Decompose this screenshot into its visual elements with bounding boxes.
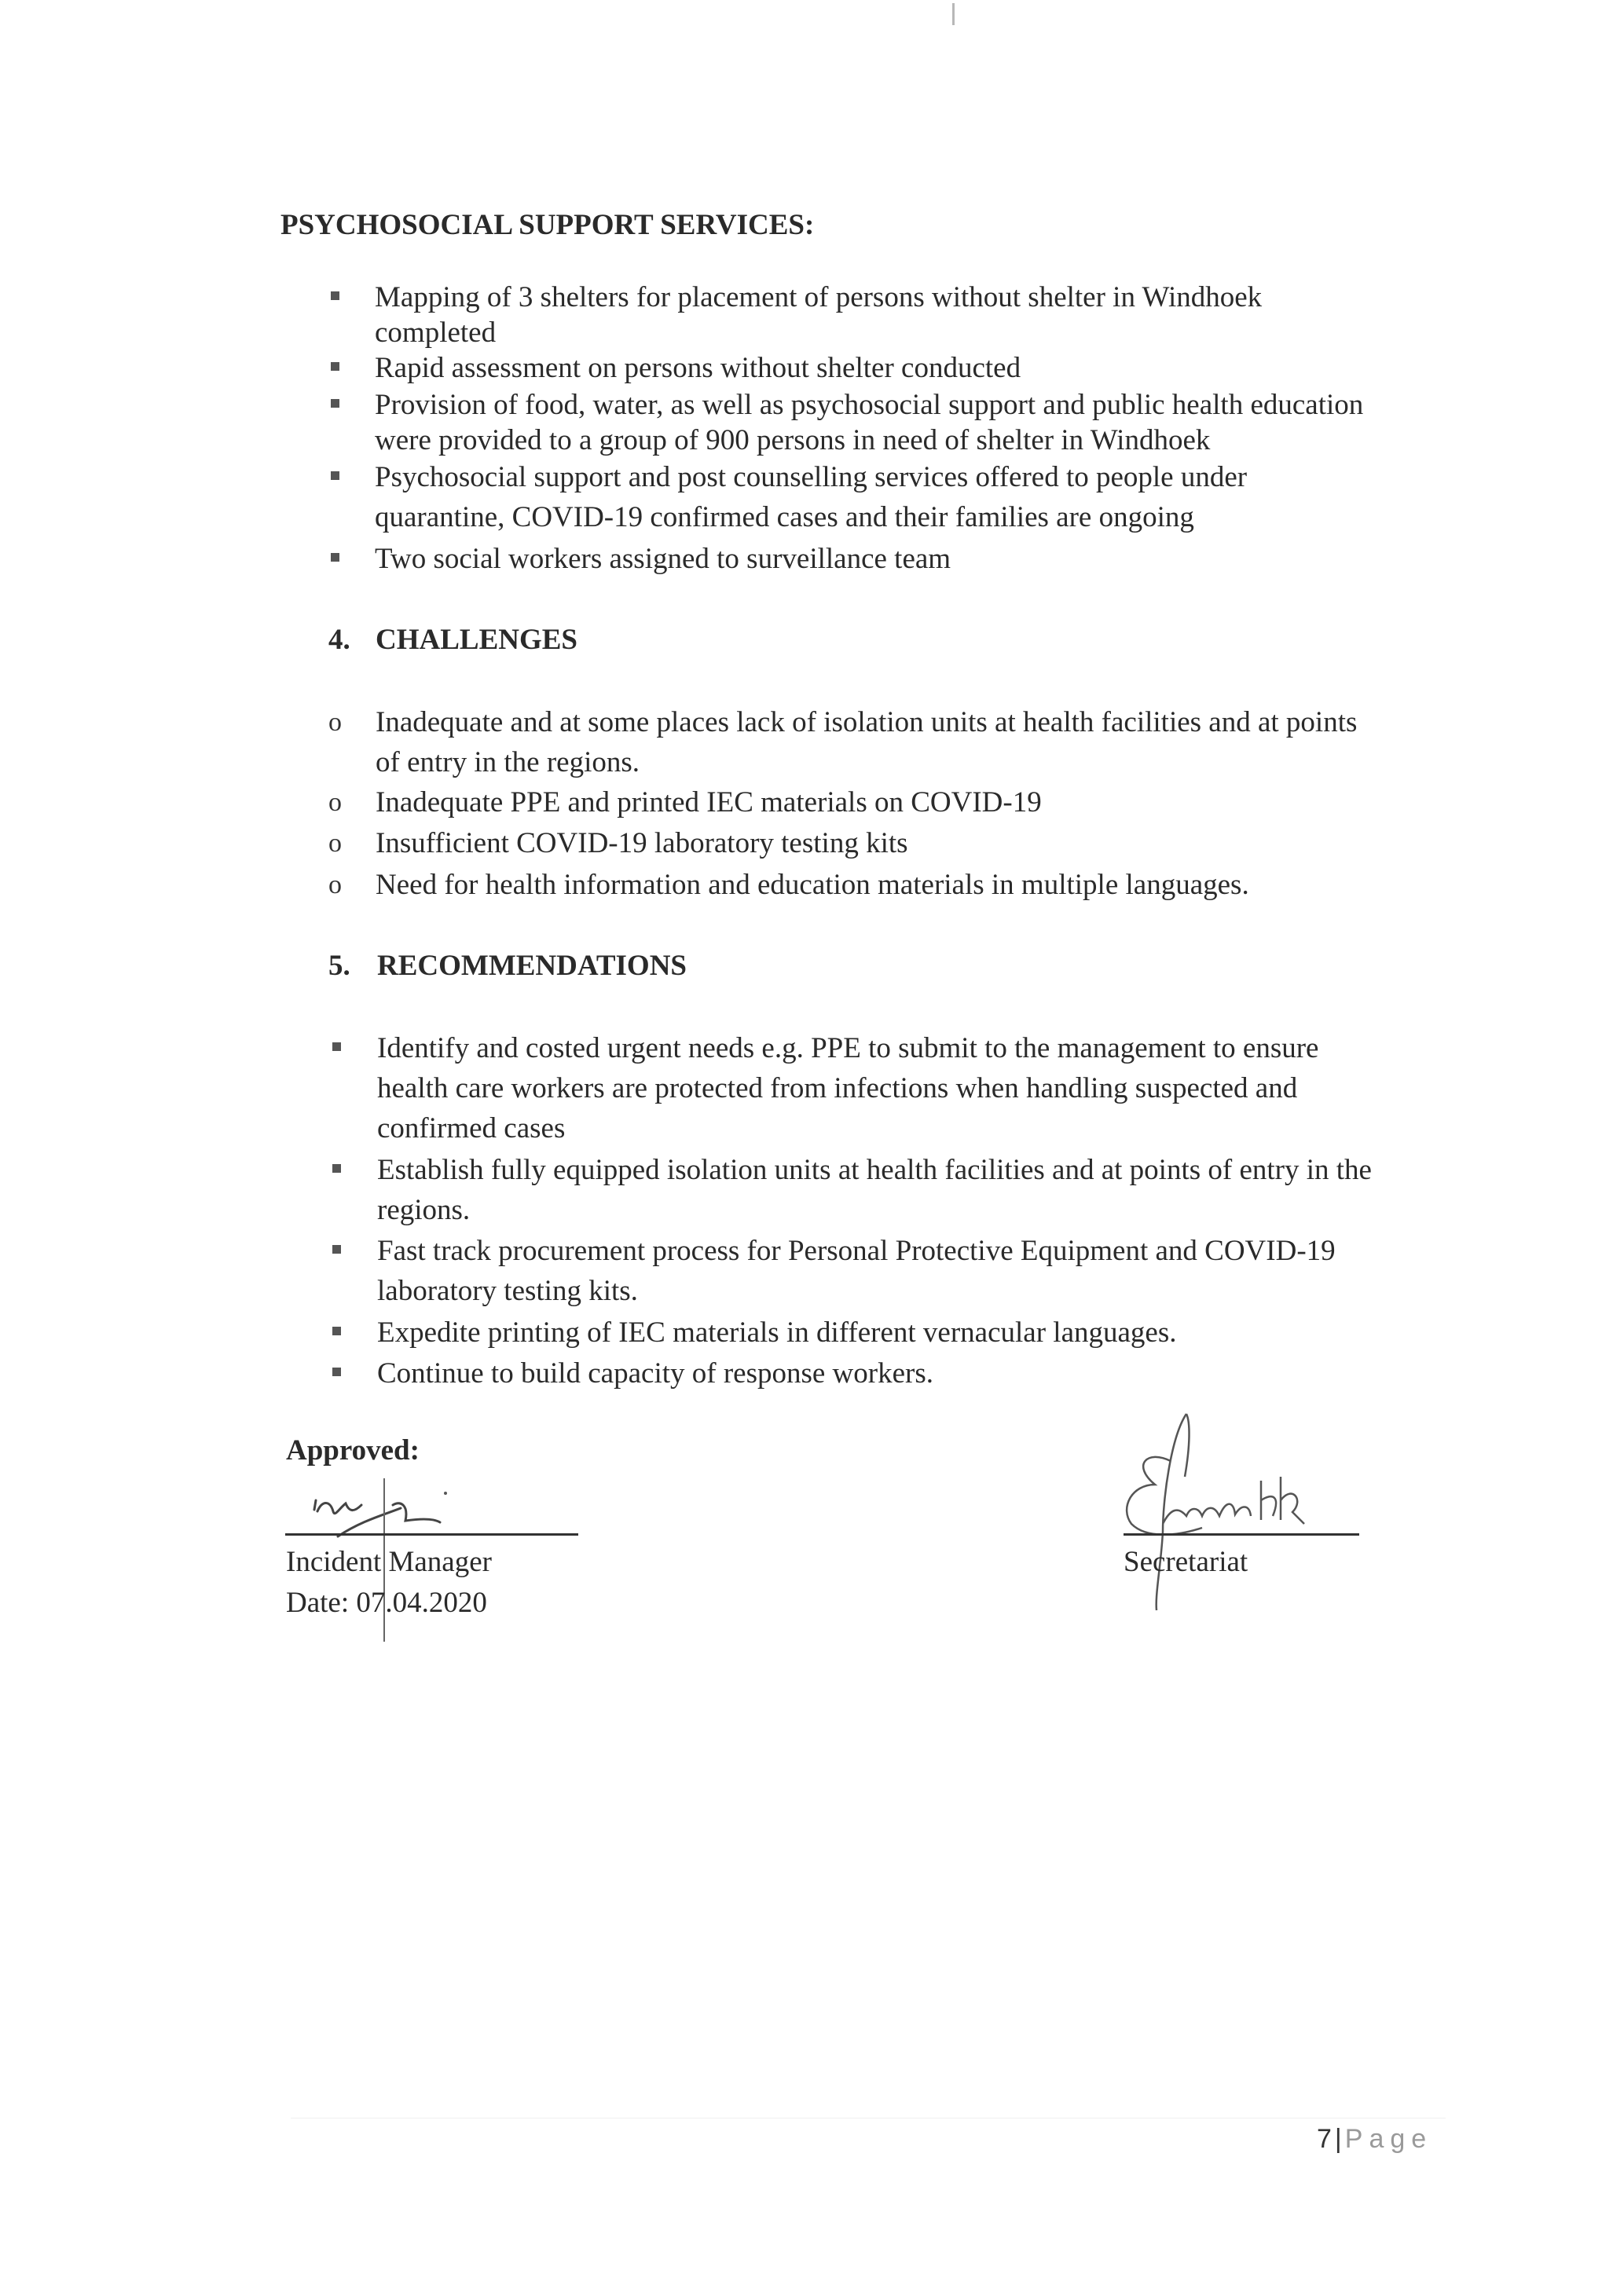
page-footer [1317,2124,1432,2155]
square-bullet-icon [331,291,339,300]
square-bullet-icon [331,471,339,480]
date-label: Date: [286,1587,350,1619]
list-item-text: regions. [377,1194,471,1226]
date-value: 07.04.2020 [356,1587,487,1619]
square-bullet-icon [332,1327,341,1335]
list-item-text: Inadequate and at some places lack of isolation units at health facilities and at points [376,706,1358,738]
circle-bullet-icon: o [328,829,342,858]
circle-bullet-icon: o [328,788,342,817]
list-item-text: Psychosocial support and post counselling services offered to people under [375,461,1248,493]
list-item-text: Provision of food, water, as well as psychosocial support and public health education [375,389,1364,421]
list-item-text: laboratory testing kits. [377,1275,638,1307]
list-item-text: Continue to build capacity of response workers. [377,1357,933,1390]
list-item-text: Inadequate PPE and printed IEC materials on COVID-19 [376,786,1042,818]
secretariat-label: Secretariat [1124,1546,1248,1578]
square-bullet-icon [331,553,339,562]
list-item-text: Two social workers assigned to surveillance team [375,543,951,575]
list-item-text: Fast track procurement process for Personal Protective Equipment and COVID-19 [377,1235,1336,1267]
section-number-challenges: 4. [328,624,350,656]
list-item-text: confirmed cases [377,1112,566,1144]
section-heading-psychosocial: PSYCHOSOCIAL SUPPORT SERVICES: [280,209,815,241]
circle-bullet-icon: o [328,708,342,737]
section-heading-challenges: CHALLENGES [376,624,578,656]
list-item-text: Establish fully equipped isolation units at health facilities and at points of entry in the [377,1154,1372,1186]
page-word: Page [1344,2124,1433,2154]
section-number-recommendations: 5. [328,950,350,982]
square-bullet-icon [332,1245,341,1254]
square-bullet-icon [331,399,339,408]
list-item-text: completed [375,317,497,349]
list-item-text: quarantine, COVID-19 confirmed cases and their families are ongoing [375,501,1194,533]
list-item-text: Insufficient COVID-19 laboratory testing kits [376,827,908,859]
page-number: 7 [1317,2124,1332,2154]
list-item-text: Need for health information and education materials in multiple languages. [376,869,1249,901]
date-field [286,1588,487,1617]
list-item-text: Identify and costed urgent needs e.g. PPE to submit to the management to ensure [377,1032,1319,1064]
section-heading-recommendations: RECOMMENDATIONS [377,950,687,982]
secretariat-signature [1116,1406,1367,1618]
incident-manager-label: Incident Manager [286,1546,492,1578]
list-item-text: health care workers are protected from infections when handling suspected and [377,1072,1298,1104]
scan-mark [952,3,955,25]
signature-line-left [285,1533,578,1536]
list-item-text: Expedite printing of IEC materials in different vernacular languages. [377,1316,1177,1349]
square-bullet-icon [331,362,339,371]
list-item-text: were provided to a group of 900 persons in need of shelter in Windhoek [375,424,1211,456]
list-item-text: Mapping of 3 shelters for placement of persons without shelter in Windhoek [375,281,1263,313]
list-item-text: of entry in the regions. [376,746,640,778]
square-bullet-icon [332,1368,341,1376]
square-bullet-icon [332,1042,341,1051]
square-bullet-icon [332,1164,341,1173]
list-item-text: Rapid assessment on persons without shelter conducted [375,352,1021,384]
circle-bullet-icon: o [328,870,342,899]
approved-label: Approved: [286,1434,420,1467]
page-separator: | [1334,2124,1342,2154]
signature-line-right [1124,1533,1359,1536]
